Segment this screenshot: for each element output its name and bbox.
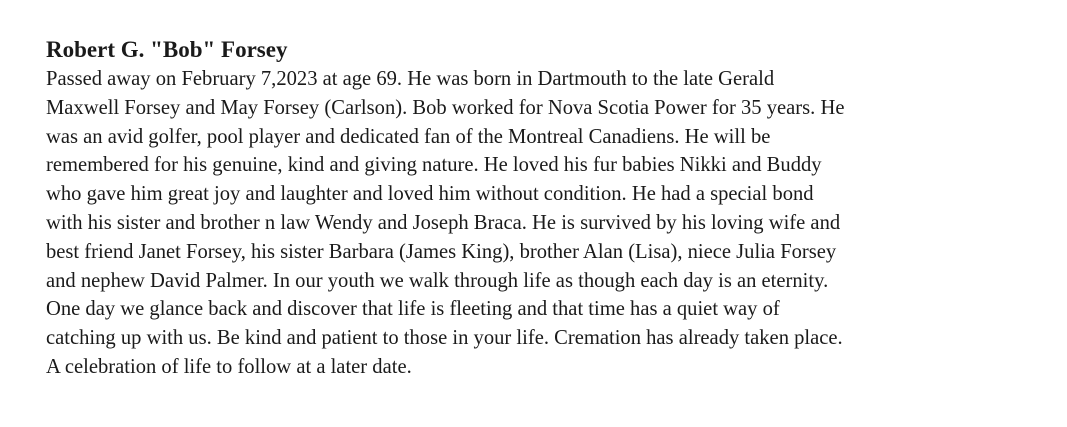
obituary-block	[46, 36, 1036, 381]
obituary-line: One day we glance back and discover that life is fleeting and that time has a quiet way of	[46, 296, 780, 321]
obituary-line: Maxwell Forsey and May Forsey (Carlson). Bob worked for Nova Scotia Power for 35 years. He	[46, 94, 845, 119]
obituary-line: and nephew David Palmer. In our youth we walk through life as though each day is an eternity.	[46, 267, 829, 292]
obituary-line: remembered for his genuine, kind and giving nature. He loved his fur babies Nikki and Buddy	[46, 152, 822, 177]
obituary-body	[46, 64, 1036, 381]
obituary-line: Passed away on February 7,2023 at age 69. He was born in Dartmouth to the late Gerald	[46, 66, 775, 90]
obituary-line: was an avid golfer, pool player and dedicated fan of the Montreal Canadiens. He will be	[46, 123, 771, 148]
obituary-title: Robert G. "Bob" Forsey	[46, 37, 288, 62]
obituary-line: catching up with us. Be kind and patient to those in your life. Cremation has already taken place.	[46, 325, 843, 350]
obituary-line: A celebration of life to follow at a later date.	[46, 353, 412, 378]
obituary-line: with his sister and brother n law Wendy and Joseph Braca. He is survived by his loving wife and	[46, 209, 841, 234]
obituary-line: who gave him great joy and laughter and loved him without condition. He had a special bond	[46, 181, 814, 206]
obituary-line: best friend Janet Forsey, his sister Barbara (James King), brother Alan (Lisa), niece Julia Forsey	[46, 238, 837, 263]
